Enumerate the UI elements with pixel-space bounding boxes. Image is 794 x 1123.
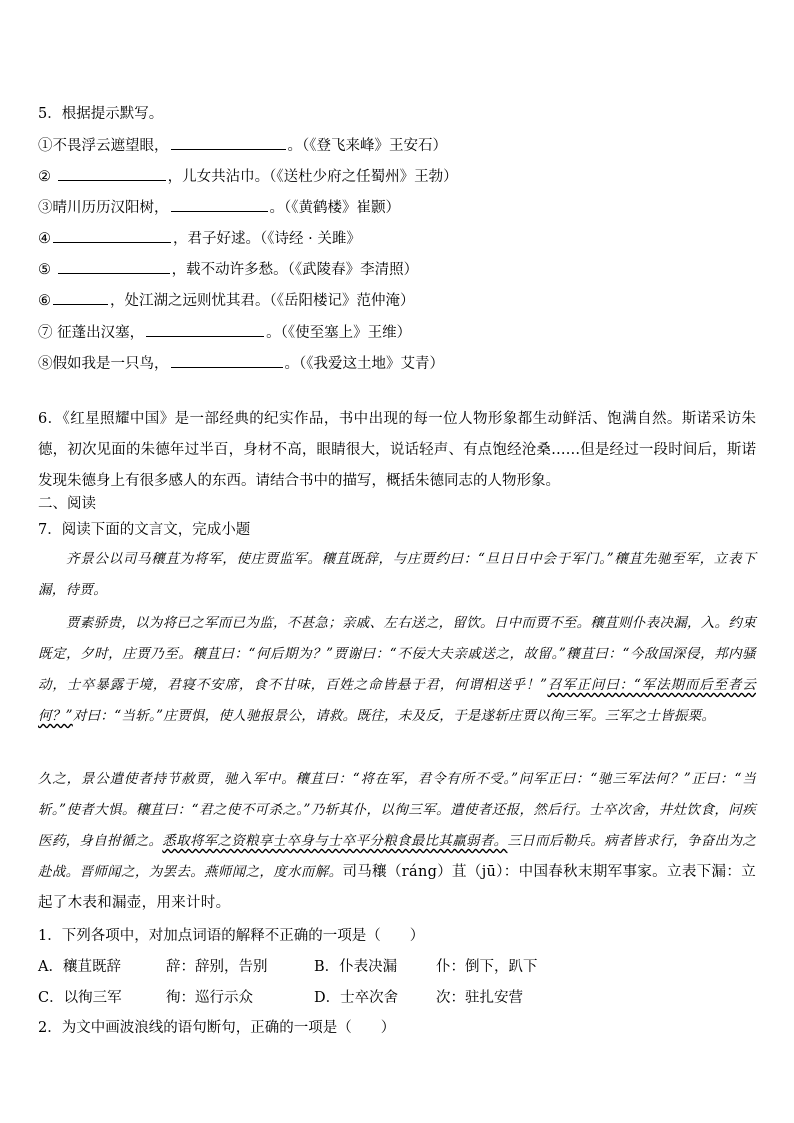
q5-item-3	[38, 197, 400, 218]
q5-item-2-prefix: ②	[38, 169, 56, 185]
passage-p3-text-b: 三日而后勒兵。病者皆求行，争奋出为之赴战。晋师闻之，为罢去。燕师闻之，度水而解。	[38, 833, 757, 880]
wavy-underlined-sentence: 悉取将军之资粮享士卒身与士卒平分粮食最比其羸弱者。	[162, 833, 508, 849]
option-d-def: 次：驻扎安营	[436, 990, 523, 1006]
answer-blank[interactable]	[58, 259, 170, 274]
passage-annotation: 司马穰（ráng）苴（jū）：中国春秋末期军事家。立表下漏：立起了木表和漏壶，用来计时。	[38, 864, 756, 911]
section-title: 二、阅读	[38, 496, 96, 512]
option-c-term[interactable]: C．以徇三军	[38, 990, 122, 1006]
passage-p3-text-a: 久之，景公遣使者持节赦贾，驰入军中。穰苴曰：“将在军，君令有所不受。”问军正曰：“驰三军法何？”正曰：“当斩。”使者大惧。穰苴曰：“君之使不可杀之。”乃斩其仆，以徇三军。遣使者还报，然后行。士卒次舍，井灶饮食，问疾医药，身自拊循之。	[38, 771, 756, 849]
passage-p2-text-a: 贾素骄贵，以为将已之军而已为监，不甚急；亲戚、左右送之，留饮。日中而贾不至。穰苴则仆表决漏，入。约束既定，夕时，庄贾乃至。穰苴曰：“何后期为？”贾谢曰：“不佞大夫亲戚送之，故留。”穰苴曰：“今敌国深侵，邦内骚动，士卒暴露于境，君寝不安席，食不甘味，百姓之命皆悬于君，何谓相送乎！”	[38, 615, 756, 693]
option-d-term[interactable]: D．士卒次舍	[314, 990, 399, 1006]
q5-item-5-prefix: ⑤	[38, 262, 56, 278]
answer-blank[interactable]	[171, 135, 286, 150]
passage-paragraph-2	[38, 608, 756, 732]
q5-item-6-suffix: ，处江湖之远则忧其君。（《岳阳楼记》范仲淹）	[110, 293, 415, 309]
sub-question-2-title: 2．为文中画波浪线的语句断句，正确的一项是（ ）	[38, 1020, 396, 1036]
passage-paragraph-3	[38, 764, 756, 919]
option-a-def: 辞：辞别，告别	[166, 959, 268, 975]
option-b-def: 仆：倒下，趴下	[436, 959, 538, 975]
q5-item-5	[38, 259, 418, 280]
q5-item-7-suffix: 。（《使至塞上》王维）	[266, 325, 412, 341]
sub-question-1-title: 1．下列各项中，对加点词语的解释不正确的一项是（ ）	[38, 928, 425, 944]
answer-blank[interactable]	[53, 228, 171, 243]
answer-blank[interactable]	[146, 322, 264, 337]
passage-paragraph-1: 齐景公以司马穰苴为将军，使庄贾监军。穰苴既辞，与庄贾约曰：“旦日日中会于军门。”穰苴先驰至军，立表下漏，待贾。	[38, 551, 756, 598]
option-b-term[interactable]: B．仆表决漏	[314, 959, 398, 975]
answer-blank[interactable]	[171, 353, 283, 368]
q5-item-3-prefix: ③晴川历历汉阳树，	[38, 200, 169, 216]
q6-text: 6．《红星照耀中国》是一部经典的纪实作品，书中出现的每一位人物形象都生动鲜活、饱满自然。斯诺采访朱德，初次见面的朱德年过半百，身材不高，眼睛很大，说话轻声、有点饱经沧桑……但是经过一段时间后，斯诺发现朱德身上有很多感人的东西。请结合书中的描写，概括朱德同志的人物形象。	[38, 411, 756, 489]
passage-p2-text-b: 对曰：“当斩。”庄贾惧，使人驰报景公，请救。既往，未及反，于是遂斩庄贾以徇三军。三军之士皆振栗。	[72, 708, 716, 724]
q5-item-2-suffix: ，儿女共沾巾。（《送杜少府之任蜀州》王勃）	[167, 169, 458, 185]
option-c-def: 徇：巡行示众	[166, 990, 253, 1006]
q5-item-8	[38, 353, 444, 374]
q5-item-6-prefix: ⑥	[38, 293, 51, 309]
q5-item-3-suffix: 。（《黄鹤楼》崔颢）	[269, 200, 400, 216]
q5-item-7	[38, 322, 411, 343]
q5-item-4-prefix: ④	[38, 231, 51, 247]
q5-item-5-suffix: ，载不动许多愁。（《武陵春》李清照）	[171, 262, 419, 278]
q5-item-1-prefix: ①不畏浮云遮望眼，	[38, 138, 169, 154]
q5-item-1-suffix: 。（《登飞来峰》王安石）	[287, 138, 447, 154]
q5-item-6	[38, 290, 415, 311]
q5-item-4-suffix: ，君子好逑。（《诗经 · 关雎》	[173, 231, 361, 247]
q5-item-7-prefix: ⑦ 征蓬出汉塞，	[38, 325, 145, 341]
q5-item-2	[38, 166, 458, 187]
answer-blank[interactable]	[171, 197, 268, 212]
answer-blank[interactable]	[58, 166, 166, 181]
q7-title: 7．阅读下面的文言文，完成小题	[38, 522, 251, 538]
q5-item-8-prefix: ⑧假如我是一只鸟，	[38, 356, 169, 372]
answer-blank[interactable]	[53, 290, 108, 305]
option-a-term[interactable]: A．穰苴既辞	[38, 959, 121, 975]
q5-title: 5．根据提示默写。	[38, 106, 164, 122]
q5-item-1	[38, 135, 447, 156]
q5-item-8-suffix: 。（《我爱这土地》艾青）	[284, 356, 444, 372]
q5-item-4	[38, 228, 361, 249]
wavy-underlined-sentence: 召军正问曰：“军法期而后至者云何？”	[38, 677, 756, 724]
